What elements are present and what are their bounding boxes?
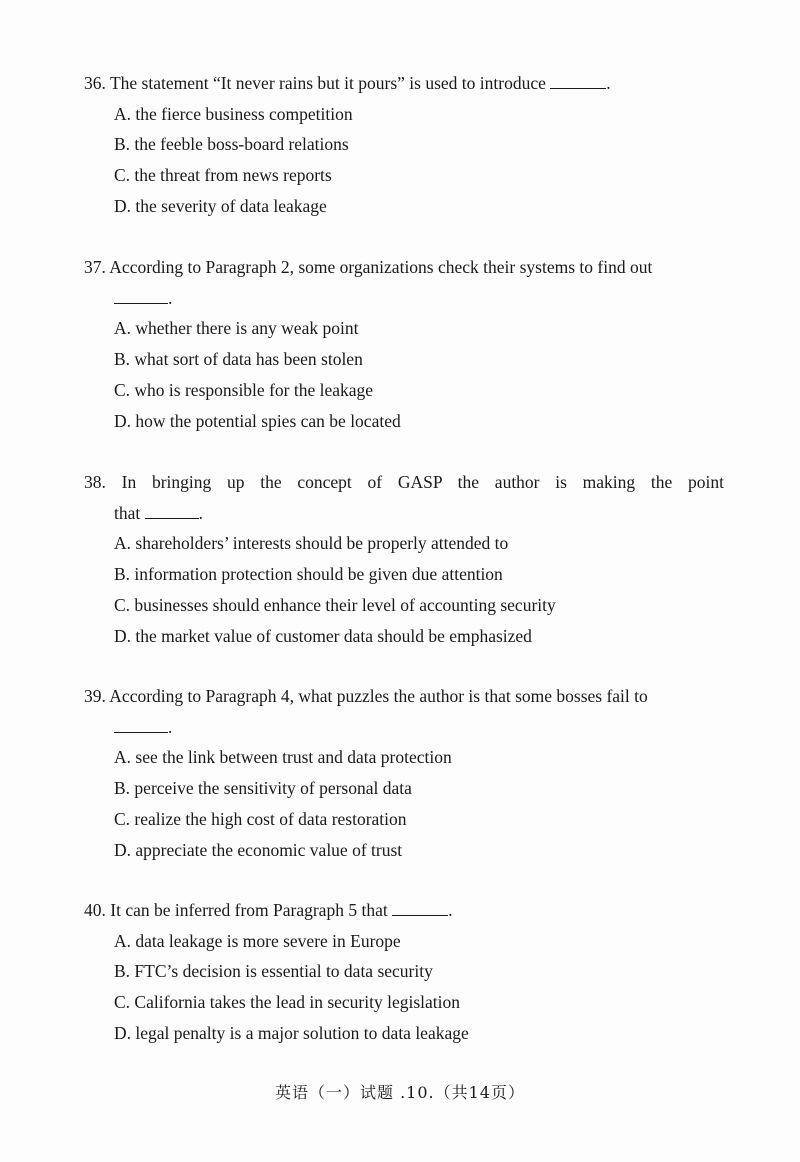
question-end-punct: .: [606, 73, 611, 93]
option-a: A. the fierce business competition: [114, 103, 353, 124]
answer-blank: [392, 901, 448, 916]
question-stem: [84, 681, 724, 712]
question-number: 38.: [84, 472, 106, 492]
question-text: According to Paragraph 4, what puzzles the author is that some bosses fail to: [109, 686, 648, 706]
question-37: [84, 252, 724, 436]
answer-blank: [145, 504, 199, 519]
option-b: B. perceive the sensitivity of personal data: [114, 778, 412, 799]
question-text: The statement “It never rains but it pours” is used to introduce: [109, 73, 546, 93]
question-stem: [84, 467, 724, 498]
option-d: D. how the potential spies can be located: [114, 410, 401, 431]
option-list: [84, 99, 724, 222]
question-text: According to Paragraph 2, some organizations check their systems to find out: [109, 257, 653, 277]
option-c: C. realize the high cost of data restoration: [114, 808, 407, 829]
answer-blank: [114, 718, 168, 733]
answer-blank: [550, 74, 606, 89]
option-a: A. whether there is any weak point: [114, 318, 359, 339]
question-38: [84, 467, 724, 651]
question-end-punct: .: [448, 900, 453, 920]
option-d: D. the market value of customer data should be emphasized: [114, 625, 532, 646]
option-c: C. California takes the lead in security legislation: [114, 992, 461, 1013]
question-number: 40.: [84, 900, 106, 920]
option-c: C. who is responsible for the leakage: [114, 379, 374, 400]
question-36: [84, 68, 724, 222]
question-text: In bringing up the concept of GASP the author is making the point: [121, 472, 724, 492]
question-number: 36.: [84, 73, 106, 93]
question-stem: [84, 252, 724, 283]
question-end-punct: .: [198, 502, 203, 523]
question-number: 37.: [84, 257, 106, 277]
question-stem-continuation: [84, 498, 724, 529]
question-text: It can be inferred from Paragraph 5 that: [110, 900, 388, 920]
option-d: D. appreciate the economic value of trust: [114, 839, 403, 860]
option-c: C. the threat from news reports: [114, 165, 332, 186]
question-39: [84, 681, 724, 865]
question-stem: [84, 895, 724, 926]
question-stem: [84, 68, 724, 99]
option-d: D. the severity of data leakage: [114, 195, 327, 216]
option-b: B. information protection should be given due attention: [114, 564, 503, 585]
page-footer: 英语（一）试题 .10.（共14页）: [275, 1083, 525, 1102]
option-list: [84, 926, 724, 1049]
option-a: A. see the link between trust and data protection: [114, 747, 452, 768]
option-c: C. businesses should enhance their level of accounting security: [114, 594, 556, 615]
option-b: B. the feeble boss-board relations: [114, 134, 349, 155]
option-b: B. FTC’s decision is essential to data security: [114, 961, 433, 982]
option-a: A. shareholders’ interests should be properly attended to: [114, 533, 509, 554]
question-stem-continuation: [84, 712, 724, 743]
question-text-continued: that: [114, 502, 141, 523]
option-d: D. legal penalty is a major solution to data leakage: [114, 1022, 469, 1043]
answer-blank: [114, 289, 168, 304]
question-end-punct: .: [168, 287, 173, 308]
option-list: [84, 313, 724, 436]
question-end-punct: .: [168, 716, 173, 737]
option-list: [84, 528, 724, 651]
option-a: A. data leakage is more severe in Europe: [114, 930, 401, 951]
option-list: [84, 742, 724, 865]
option-b: B. what sort of data has been stolen: [114, 349, 363, 370]
question-40: [84, 895, 724, 1049]
question-stem-continuation: [84, 283, 724, 314]
question-number: 39.: [84, 686, 106, 706]
